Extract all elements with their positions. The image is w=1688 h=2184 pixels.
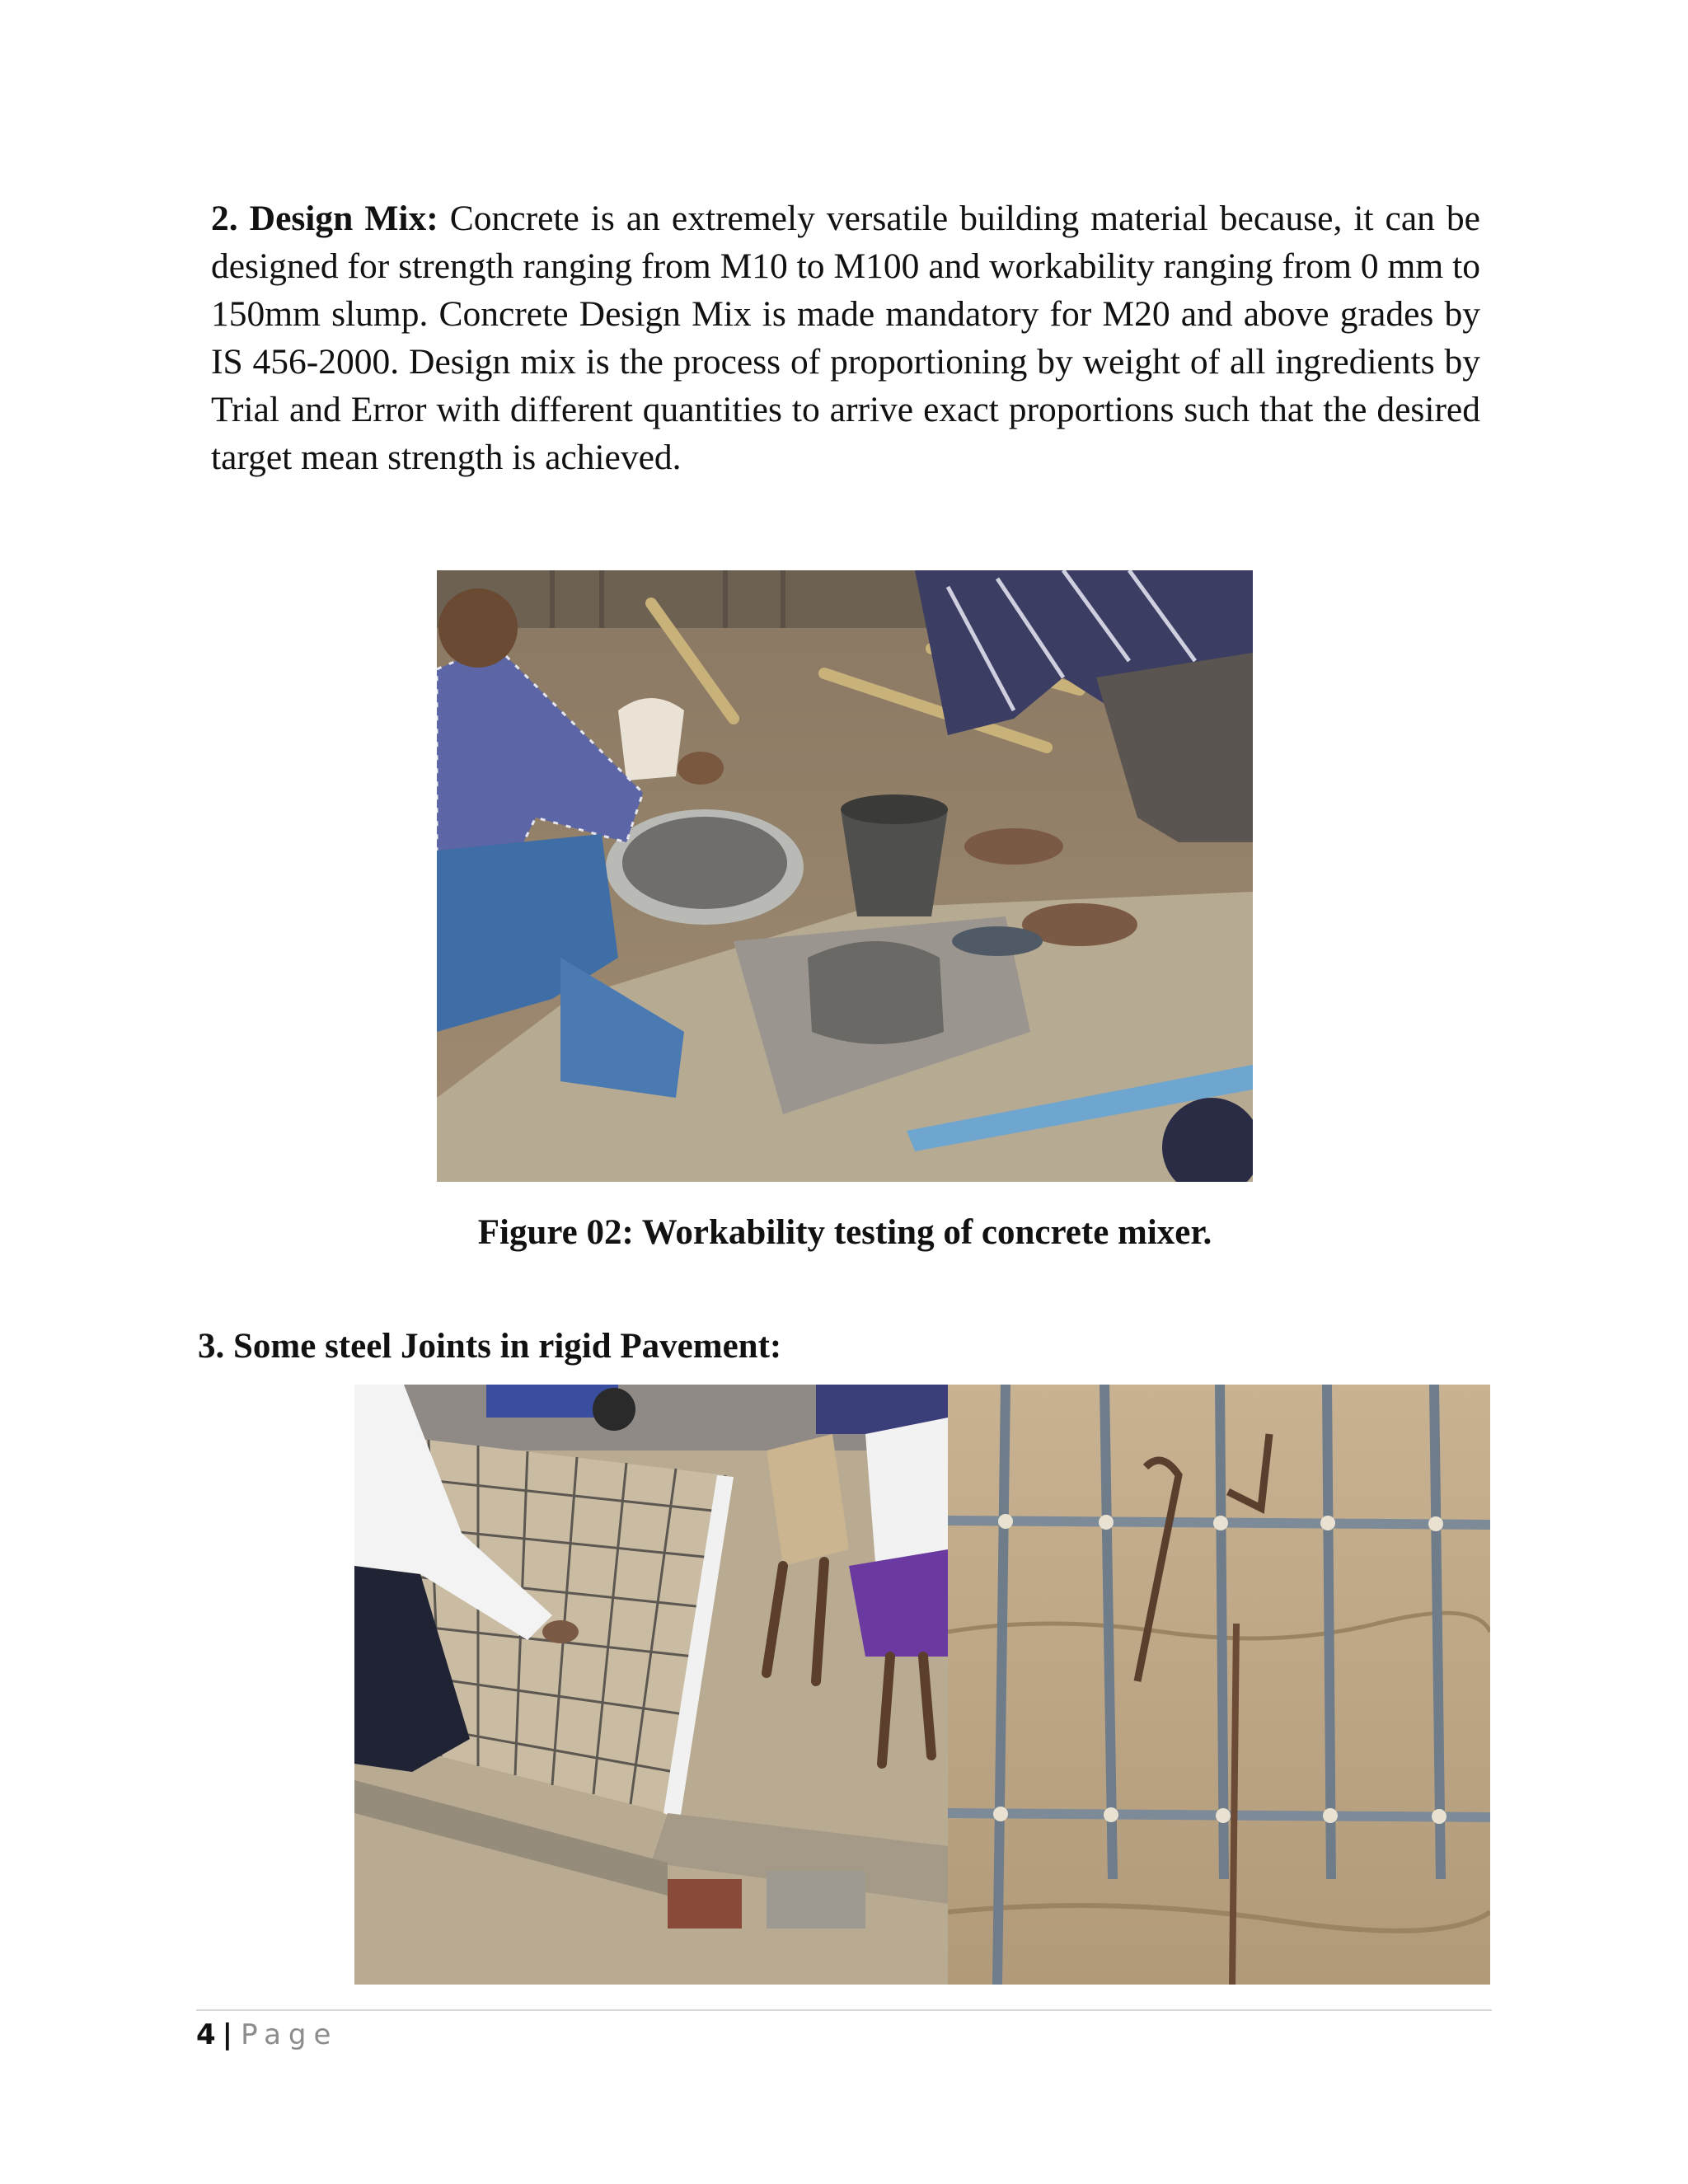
rebar-grid-closeup-photo xyxy=(948,1385,1490,1985)
steel-mesh-joint-photo xyxy=(354,1385,948,1985)
design-mix-body: Concrete is an extremely versatile building material because, it can be designed for strength ranging from M10 to M100 and workability ranging from 0 mm to 150mm slump. Concrete Design Mix is made mandatory for M20 and above grades by IS 456-2000. Design mix is the process of proportioning by weight of all ingredients by Trial and Error with different quantities to arrive exact proportions such that the desired target mean strength is achieved. xyxy=(211,199,1480,477)
figure-02-caption: Figure 02: Workability testing of concrete mixer. xyxy=(477,1213,1212,1252)
steel-joints-heading: 3. Some steel Joints in rigid Pavement: xyxy=(198,1327,782,1366)
page-label: Page xyxy=(241,2018,339,2051)
design-mix-heading: 2. Design Mix: xyxy=(211,199,438,238)
slump-test-photo xyxy=(437,570,1253,1182)
footer-separator: | xyxy=(222,2018,233,2051)
footer-divider xyxy=(196,2009,1492,2011)
page-number: 4 xyxy=(196,2018,216,2051)
design-mix-paragraph xyxy=(211,194,1480,481)
page-footer xyxy=(196,2014,338,2055)
